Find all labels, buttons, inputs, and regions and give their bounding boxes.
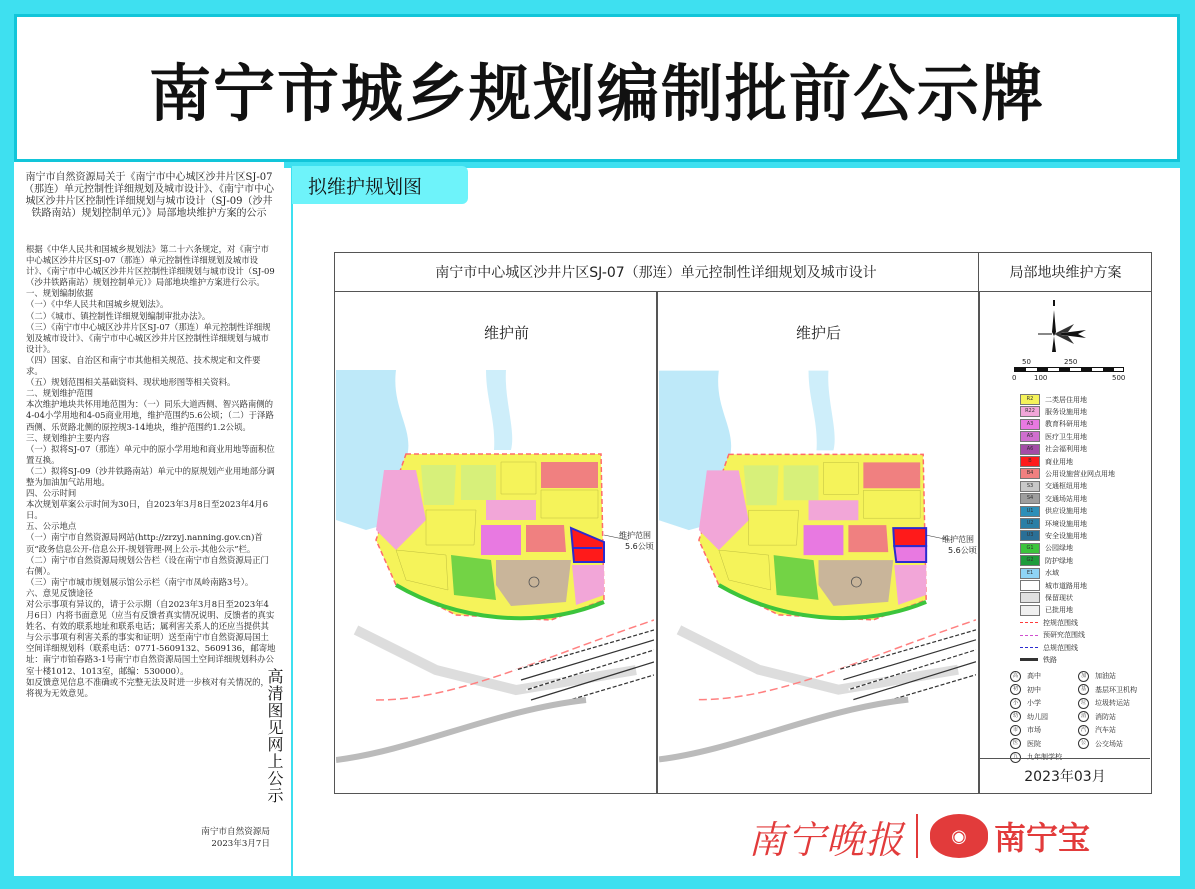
page-title: 南宁市城乡规划编制批前公示牌 [148,56,1045,130]
facility-label: 公交场站 [1095,739,1123,748]
facility-icon: 加 [1078,671,1089,682]
board-title: 南宁市中心城区沙井片区SJ-07（那连）单元控制性详细规划及城市设计 [334,252,978,292]
legend-swatch: U2 [1020,518,1040,529]
legend-swatch: U1 [1020,506,1040,517]
facility-item [1078,711,1116,723]
legend-label: 公用设施营业网点用地 [1045,469,1115,478]
legend-swatch: B4 [1020,468,1040,479]
legend-label: 供应设施用地 [1045,507,1087,516]
legend-item [1020,419,1087,430]
legend-item [1020,506,1087,517]
legend-item [1020,406,1087,417]
facility-label: 市场 [1027,726,1041,734]
legend-swatch [1020,622,1038,623]
facility-icon: 初 [1010,684,1021,695]
legend-item [1020,394,1087,405]
facility-item [1078,697,1130,709]
notice-title: 南宁市自然资源局关于《南宁市中心城区沙井片区SJ-07（那连）单元控制性详细规划及城市设计》、《南宁市中心城区沙井片区控制性详细规划与城市设计（SJ-09（沙井铁路南站）规划控制单元）》局部地块维护方案的公示 [24,172,274,219]
map-after [659,370,976,790]
scope-note-after [942,534,977,556]
watermark-divider [916,814,918,858]
watermark-logo-icon: ◉ [930,814,988,858]
notice-paragraph: （二）拟将SJ-09（沙井铁路南站）单元中的原规划产业用地部分调整为加油加气站用地。 [26,465,275,487]
facility-item [1078,684,1137,696]
notice-paragraph: 二、规划维护范围 [26,388,93,399]
frame-right [1180,162,1195,889]
legend-label: 医疗卫生用地 [1045,432,1087,441]
legend-label: 公园绿地 [1045,544,1073,553]
notice-paragraph: 四、公示时间 [26,488,77,499]
legend-label: 商业用地 [1045,457,1073,466]
facility-icon: 小 [1010,698,1021,709]
legend-swatch [1020,635,1038,636]
facility-icon: 汽 [1078,725,1089,736]
sign-org: 南宁市自然资源局 [201,827,270,837]
notice-signature [150,826,270,850]
facility-icon: 医 [1010,738,1021,749]
facility-label: 医院 [1027,739,1041,748]
legend-swatch [1020,605,1040,616]
legend-item [1020,592,1073,603]
legend-label: 社会福利用地 [1045,445,1087,454]
legend-label: 铁路 [1043,655,1057,664]
notice-paragraph: （四）国家、自治区和南宁市其他相关规范、技术规定和文件要求。 [26,354,261,377]
legend-label: 安全设施用地 [1045,531,1087,540]
watermark [748,808,1090,864]
legend-swatch: R22 [1020,406,1040,417]
facility-item [1078,738,1123,750]
legend-swatch: A5 [1020,431,1040,442]
notice-paragraph: （一）《中华人民共和国城乡规划法》。 [26,299,169,310]
facility-item [1078,724,1116,736]
watermark-newspaper: 南宁晚报 [748,817,905,862]
legend-item [1020,444,1087,455]
notice-paragraph: 五、公示地点 [26,521,77,532]
notice-paragraph: 根据《中华人民共和国城乡规划法》第二十六条规定，对《南宁市中心城区沙井片区SJ-07（那连）单元控制性详细规划及城市设计》、《南宁市中心城区沙井片区控制性详细规划与城市设计（SJ-09（沙井铁路南站）规划控制单元）》局部地块维护方案进行公示。 [26,244,275,288]
facility-label: 汽车站 [1095,726,1116,734]
legend-swatch: B [1020,456,1040,467]
legend-item [1020,530,1087,541]
notice-body [26,244,276,699]
legend-item [1020,481,1087,492]
notice-paragraph: （一）拟将SJ-07（那连）单元中的原小学用地和商业用地等面积位置互换。 [26,443,275,465]
facility-icon: 消 [1078,711,1089,722]
legend-swatch [1020,592,1040,603]
notice-paragraph: 一、规划编制依据 [26,288,93,299]
scale-bar-stripes [1014,367,1124,372]
legend-item [1020,493,1087,504]
legend-label: 已批用地 [1045,606,1073,615]
legend-label: 交通枢纽用地 [1045,482,1087,491]
legend-label: 保留现状 [1045,593,1073,602]
facility-item [1010,738,1041,750]
legend-label: 服务设施用地 [1045,407,1087,416]
legend-swatch [1020,647,1038,648]
board-date: 2023年03月 [980,758,1150,792]
legend-item [1020,605,1073,616]
facility-label: 初中 [1027,685,1041,694]
facility-item [1010,724,1041,736]
north-arrow-icon [1038,300,1108,358]
notice-paragraph: （二）《城市、镇控制性详细规划编制审批办法》。 [26,310,211,321]
legend-item [1020,518,1087,529]
legend-item [1020,568,1059,579]
legend-label: 控规范围线 [1043,618,1078,627]
notice-paragraph: （三）南宁市城市规划展示馆公示栏（南宁市凤岭南路3号）。 [26,576,254,587]
facility-icon: 幼 [1010,711,1021,722]
scale-bar [1010,360,1128,390]
facility-label: 基层环卫机构 [1095,685,1137,694]
facility-icon: 基 [1078,684,1089,695]
facility-label: 幼儿园 [1027,712,1048,721]
scope-label: 维护范围 [619,531,651,540]
legend-swatch: R2 [1020,394,1040,405]
scope-note-before [619,530,654,552]
sign-date: 2023年3月7日 [211,839,270,849]
facility-item [1010,711,1048,723]
legend-item [1020,630,1085,641]
legend-swatch: U3 [1020,530,1040,541]
legend-swatch [1020,580,1040,591]
legend-label: 教育科研用地 [1045,420,1087,429]
facility-label: 垃圾转运站 [1095,699,1130,707]
facility-label: 高中 [1027,672,1041,680]
legend-label: 交通场站用地 [1045,494,1087,503]
map-before [336,370,654,790]
facility-label: 九年制学校 [1027,753,1062,761]
legend-item [1020,543,1073,554]
facility-icon: 市 [1010,725,1021,736]
legend-swatch: S3 [1020,481,1040,492]
legend-swatch: G2 [1020,555,1040,566]
facility-icon: 高 [1010,671,1021,682]
facility-label: 小学 [1027,699,1041,707]
notice-paragraph: （一）南宁市自然资源局网站(http://zrzyj.nanning.gov.cn)首页“政务信息公开-信息公开-规划管理-网上公示-其他公示”栏。 [26,532,263,554]
legend-label: 水域 [1045,569,1059,578]
notice-paragraph: 三、规划维护主要内容 [26,432,110,443]
legend-swatch: A6 [1020,444,1040,455]
scale-top-tick: 250 [1064,358,1078,366]
legend-item [1020,456,1073,467]
facility-icon: 九 [1010,752,1021,763]
legend-item [1020,617,1078,628]
facility-icon: 公 [1078,738,1089,749]
before-label: 维护前 [484,324,530,342]
frame-left [0,162,14,889]
facility-label: 消防站 [1095,712,1116,721]
scope-label: 维护范围 [942,535,974,544]
legend-column-line [978,292,980,794]
panel-divider [291,162,293,876]
notice-paragraph: 如反馈意见信息不准确或不完整无法及时进一步核对有关情况的，将视为无效意见。 [26,676,269,698]
map-tab-label: 拟维护规划图 [292,166,468,204]
legend-item [1020,431,1087,442]
facility-item [1010,670,1041,682]
legend-label: 二类居住用地 [1045,395,1087,404]
scale-bottom-tick: 0 [1012,374,1017,382]
legend-item [1020,642,1078,653]
scope-area: 5.6公顷 [948,546,977,555]
facility-icon: 垃 [1078,698,1089,709]
legend-swatch: E1 [1020,568,1040,579]
legend-item [1020,654,1057,665]
facility-label: 加油站 [1095,672,1116,680]
scale-bottom-tick: 100 [1034,374,1048,382]
frame-bottom [0,876,1195,889]
after-label: 维护后 [796,324,842,342]
legend-item [1020,580,1087,591]
legend-swatch: A3 [1020,419,1040,430]
notice-paragraph: （五）规划范围相关基础资料、现状地形图等相关资料。 [26,377,236,388]
legend-label: 总规范围线 [1043,643,1078,652]
notice-paragraph: （三）《南宁市中心城区沙井片区SJ-07（那连）单元控制性详细规划及城市设计》、《南宁市中心城区沙井片区控制性详细规划与城市设计》。 [26,321,271,354]
facility-item [1010,684,1041,696]
map-split-line [656,292,658,794]
facility-item [1010,697,1041,709]
facility-item [1078,670,1116,682]
legend-label: 城市道路用地 [1045,581,1087,590]
legend-swatch [1020,658,1038,661]
vertical-note: 高清图见网上公示 [265,668,284,804]
notice-paragraph: 本次维护地块共怀用地范围为：（一）同乐大道西侧、智兴路南侧的4-04小学用地和4-05商业用地，维护范围约5.6公顷；（二）于泽路西侧、乐贤路北侧的原控规3-14地块，维护范围约1.2公顷。 [26,399,274,432]
legend-label: 环境设施用地 [1045,519,1087,528]
legend-swatch: G1 [1020,543,1040,554]
notice-paragraph: 六、意见反馈途径 [26,587,93,598]
scope-area: 5.6公顷 [625,542,654,551]
notice-paragraph: 对公示事项有异议的，请于公示期（自2023年3月8日至2023年4月6日）内将书面意见（应当有反馈者真实情况说明、反馈者的真实姓名、有效的联系地址和联系电话；属利害关系人的还应当提供其与公示事项有利害关系的事实和证明）送至南宁市自然资源局国土空间详细规划科（联系电话：0771-5609132、5609136，邮寄地址：南宁市铂春路3-1号南宁市自然资源局国土空间详细规划科办公室十楼1012、1013室，邮编：530000）。 [26,599,276,676]
legend-title: 局部地块维护方案 [978,252,1152,292]
watermark-app-name: 南宁宝 [994,819,1091,857]
legend-swatch: S4 [1020,493,1040,504]
scale-bottom-tick: 500 [1112,374,1126,382]
scale-top-tick: 50 [1022,358,1031,366]
legend-item [1020,468,1115,479]
legend-item [1020,555,1073,566]
notice-paragraph: （二）南宁市自然资源局规划公告栏（设在南宁市自然资源局正门右侧）。 [26,554,269,576]
legend-label: 预研究范围线 [1043,631,1085,640]
notice-paragraph: 本次规划草案公示时间为30日，自2023年3月8日至2023年4月6日。 [26,499,269,521]
legend-label: 防护绿地 [1045,556,1073,565]
